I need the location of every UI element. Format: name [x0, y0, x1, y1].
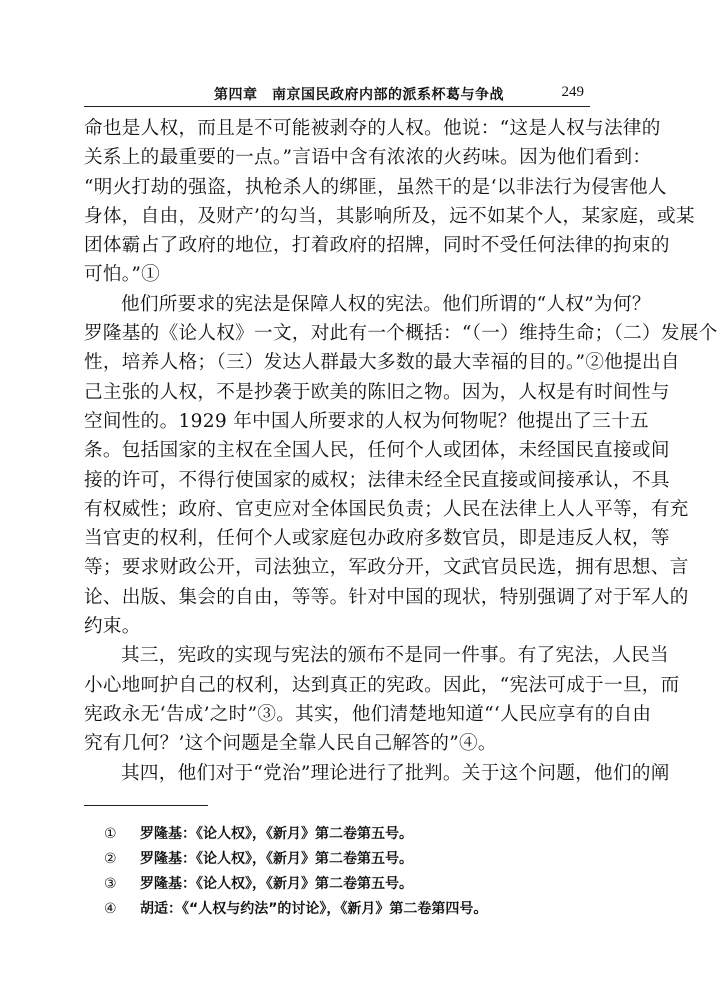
footnote-mark: ③ [104, 876, 117, 892]
text-line: “明火打劫的强盗，执枪杀人的绑匪，虽然干的是‘以非法行为侵害他人 [84, 176, 667, 198]
footnote-mark: ④ [104, 901, 117, 917]
text-line: 罗隆基的《论人权》一文，对此有一个概括：“（一）维持生命；（二）发展个 [84, 323, 718, 345]
footnote [104, 897, 584, 922]
running-header [84, 82, 590, 107]
text-line: 可怕。”① [84, 264, 161, 286]
page-number: 249 [561, 84, 584, 100]
text-line: 空间性的。1929 年中国人所要求的人权为何物呢？他提出了三十五 [84, 410, 649, 432]
footnote [104, 847, 584, 872]
footnote-mark: ② [104, 851, 117, 867]
text-line: 身体，自由，及财产’的勾当，其影响所及，远不如某个人，某家庭，或某 [84, 205, 695, 227]
text-line: 性，培养人格；（三）发达人群最大多数的最大幸福的目的。”②他提出自 [84, 352, 680, 374]
text-line: 宪政永无‘告成’之时”③。其实，他们清楚地知道“‘人民应享有的自由 [84, 703, 652, 725]
footnote-text: 胡适：《“人权与约法”的讨论》，《新月》第二卷第四号。 [140, 901, 488, 917]
chapter-title: 第四章 南京国民政府内部的派系杯葛与争战 [214, 87, 504, 103]
text-line: 等；要求财政公开，司法独立，军政分开，文武官员民选，拥有思想、言 [84, 557, 689, 579]
text-line: 命也是人权，而且是不可能被剥夺的人权。他说：“这是人权与法律的 [84, 118, 661, 139]
text-line: 己主张的人权，不是抄袭于欧美的陈旧之物。因为，人权是有时间性与 [84, 381, 670, 403]
text-line: 小心地呵护自己的权利，达到真正的宪政。因此，“宪法可成于一旦，而 [84, 674, 680, 696]
text-line: 其三，宪政的实现与宪法的颁布不是同一件事。有了宪法，人民当 [121, 645, 669, 667]
text-line: 其四，他们对于“党治”理论进行了批判。关于这个问题，他们的阐 [121, 762, 670, 784]
footnote [104, 872, 584, 897]
footnote-mark: ① [104, 826, 117, 842]
text-line: 团体霸占了政府的地位，打着政府的招牌，同时不受任何法律的拘束的 [84, 235, 670, 257]
text-line: 论、出版、集会的自由，等等。针对中国的现状，特别强调了对于军人的 [84, 586, 689, 608]
text-line: 条。包括国家的主权在全国人民，任何个人或团体，未经国民直接或间 [84, 440, 670, 462]
footnote-text: 罗隆基：《论人权》，《新月》第二卷第五号。 [140, 851, 413, 867]
body-text [84, 114, 718, 788]
text-line: 接的许可，不得行使国家的威权；法律未经全民直接或间接承认，不具 [84, 469, 670, 491]
text-line: 当官吏的权利，任何个人或家庭包办政府多数官员，即是违反人权，等 [84, 528, 670, 550]
text-line: 究有几何？’这个问题是全靠人民自己解答的”④。 [84, 733, 497, 755]
footnote [104, 822, 584, 847]
text-line: 关系上的最重要的一点。”言语中含有浓浓的火药味。因为他们看到： [84, 147, 652, 169]
text-line: 约束。 [84, 616, 141, 638]
text-line: 他们所要求的宪法是保障人权的宪法。他们所谓的“人权”为何？ [121, 293, 651, 315]
footnote-divider [84, 805, 208, 806]
text-line: 有权威性；政府、官吏应对全体国民负责；人民在法律上人人平等，有充 [84, 498, 689, 520]
footnote-text: 罗隆基：《论人权》，《新月》第二卷第五号。 [140, 826, 413, 842]
footnote-text: 罗隆基：《论人权》，《新月》第二卷第五号。 [140, 876, 413, 892]
footnotes [104, 822, 584, 922]
